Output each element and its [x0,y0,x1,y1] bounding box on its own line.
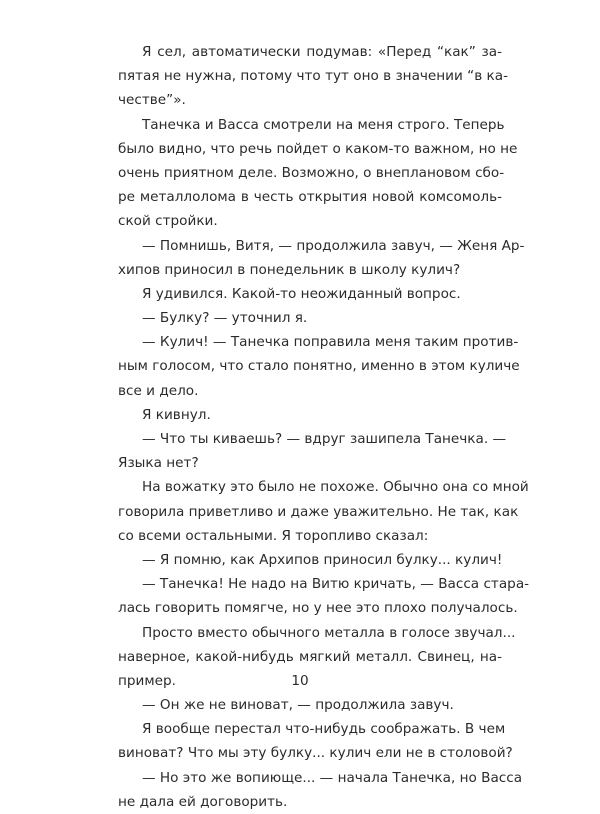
text-line: ре металлолома в честь открытия новой комсомоль- [118,189,502,206]
text-line: Я вообще перестал что-нибудь соображать. В чем [142,721,506,738]
text-line: — Танечка! Не надо на Витю кричать, — Васса стара- [142,576,530,593]
text-line: ской стройки. [118,213,218,230]
text-line: виноват? Что мы эту булку... кулич ели не в столовой? [118,745,513,762]
text-line: честве”». [118,92,186,109]
body-text [118,40,530,814]
text-line: хипов приносил в понедельник в школу кулич? [118,261,461,278]
text-line: все и дело. [118,382,199,399]
text-line: пятая не нужна, потому что тут оно в значении “в ка- [118,68,508,85]
text-line: пример. [118,672,176,689]
text-line: — Но это же вопиюще... — начала Танечка, но Васса [142,769,523,786]
text-line: — Помнишь, Витя, — продолжила завуч, — Женя Ар- [142,237,525,254]
text-line: со всеми остальными. Я торопливо сказал: [118,527,429,544]
text-line: — Кулич! — Танечка поправила меня таким против- [142,334,519,351]
text-line: — Булку? — уточнил я. [142,310,308,327]
text-line: Я сел, автоматически подумав: «Перед “как” за- [142,44,502,60]
text-line: Танечка и Васса смотрели на меня строго. Теперь [142,116,505,133]
text-line: — Что ты киваешь? — вдруг зашипела Танечка. — [142,431,507,447]
text-line: наверное, какой-нибудь мягкий металл. Свинец, на- [118,648,502,665]
text-line: ным голосом, что стало понятно, именно в этом куличе [118,358,520,375]
text-line: — Он же не виноват, — продолжила завуч. [142,697,454,714]
text-line: Я удивился. Какой-то неожиданный вопрос. [142,285,461,302]
page-number: 10 [291,673,309,689]
text-line: — Я помню, как Архипов приносил булку... кулич! [142,551,503,568]
text-line: очень приятном деле. Возможно, о внеплановом сбо- [118,164,505,181]
text-line: Просто вместо обычного металла в голосе звучал... [142,624,516,641]
text-line: не дала ей договорить. [118,793,288,810]
text-line: говорила приветливо и даже уважительно. Не так, как [118,503,519,520]
text-line: было видно, что речь пойдет о каком-то важном, но не [118,140,518,157]
text-line: лась говорить помягче, но у нее это плохо получалось. [118,600,518,617]
text-line: Я кивнул. [142,406,211,423]
text-line: Языка нет? [118,455,199,472]
text-line: На вожатку это было не похоже. Обычно она со мной [142,479,529,496]
